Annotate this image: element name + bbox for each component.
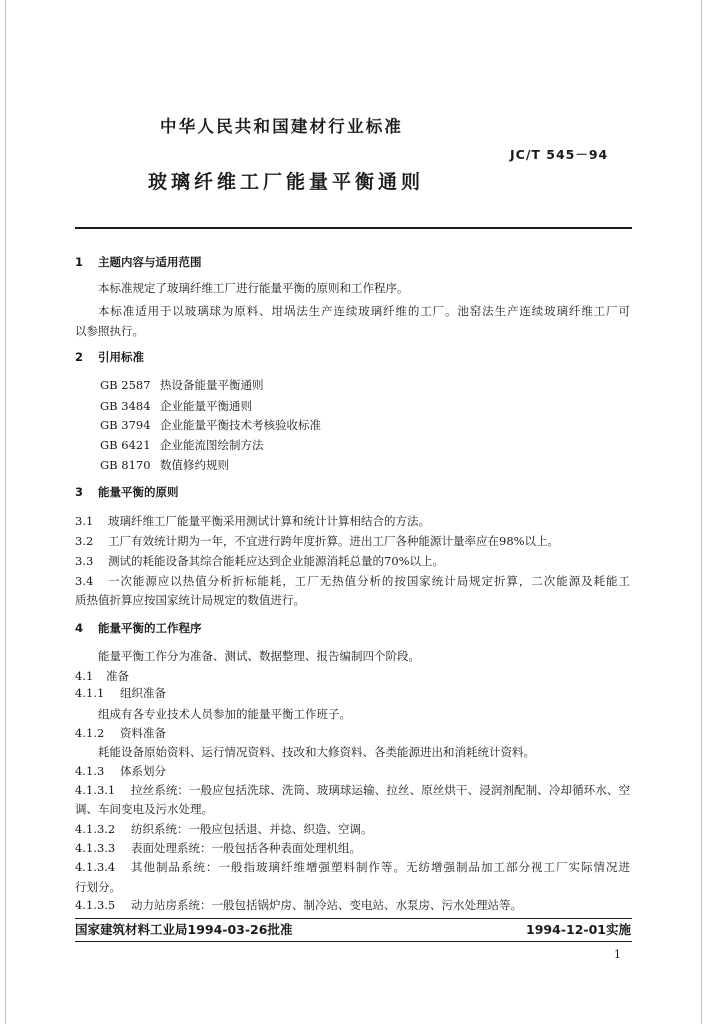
ref-code: GB 6421: [100, 438, 151, 452]
page-number: 1: [614, 948, 621, 961]
clause-text-continued: 行划分。: [75, 880, 121, 894]
clause-paragraph: 组成有各专业技术人员参加的能量平衡工作班子。: [98, 707, 351, 721]
ref-title: 热设备能量平衡通则: [160, 378, 264, 392]
scan-edge-right: [701, 0, 702, 1024]
section-4-heading: 能量平衡的工作程序: [98, 621, 202, 635]
clause-number: 3.1: [75, 514, 94, 528]
ref-code: GB 8170: [100, 458, 151, 472]
scan-edge-left: [5, 0, 6, 1024]
clause-text: 玻璃纤维工厂能量平衡采用测试计算和统计计算相结合的方法。: [108, 514, 430, 528]
clause-text: 组织准备: [120, 686, 166, 700]
ref-title: 企业能量平衡通则: [160, 399, 252, 413]
clause-number: 4.1.3.1: [75, 783, 116, 797]
clause-text-continued: 调、车间变电及污水处理。: [75, 802, 213, 816]
clause-text: 其他制品系统：一般指玻璃纤维增强塑料制作等。无纺增强制品加工部分视工厂实际情况进: [131, 860, 630, 874]
section-2-number: 2: [75, 350, 84, 364]
ref-title: 企业能量平衡技术考核验收标准: [160, 418, 321, 432]
header-rule: [75, 227, 632, 229]
clause-number: 4.1.3.2: [75, 822, 116, 836]
clause-text: 资料准备: [120, 726, 166, 740]
footer-rule-top: [75, 918, 632, 919]
section-2-heading: 引用标准: [98, 350, 144, 364]
section-1-line-2: 本标准适用于以玻璃球为原料、坩埚法生产连续玻璃纤维的工厂。池窑法生产连续玻璃纤维工厂可: [98, 304, 630, 318]
section-3-number: 3: [75, 485, 84, 499]
clause-number: 4.1.3.4: [75, 860, 116, 874]
ref-title: 企业能流图绘制方法: [160, 438, 264, 452]
section-3-heading: 能量平衡的原则: [98, 485, 179, 499]
clause-text-continued: 质热值折算应按国家统计局规定的数值进行。: [75, 593, 305, 607]
effective-date: 1994-12-01实施: [526, 922, 631, 937]
agency-line: 中华人民共和国建材行业标准: [160, 117, 404, 136]
section-4-number: 4: [75, 621, 84, 635]
clause-text: 准备: [106, 669, 129, 683]
section-1-heading: 主题内容与适用范围: [98, 255, 202, 269]
ref-code: GB 2587: [100, 378, 151, 392]
approval-line: 国家建筑材料工业局1994-03-26批准: [75, 922, 293, 937]
ref-title: 数值修约规则: [160, 458, 229, 472]
ref-code: GB 3484: [100, 399, 151, 413]
clause-number: 4.1.1: [75, 686, 105, 700]
clause-text: 拉丝系统：一般应包括洗球、洗筒、玻璃球运输、拉丝、原丝烘干、浸润剂配制、冷却循环水、空: [131, 783, 630, 797]
clause-number: 4.1.2: [75, 726, 105, 740]
standard-code: JC/T 545－94: [510, 147, 609, 162]
footer-rule-bottom: [75, 941, 632, 942]
clause-text: 动力站房系统：一般包括锅炉房、制冷站、变电站、水泵房、污水处理站等。: [131, 898, 522, 912]
section-1-line-1: 本标准规定了玻璃纤维工厂进行能量平衡的原则和工作程序。: [98, 281, 409, 295]
clause-text: 工厂有效统计期为一年，不宜进行跨年度折算。进出工厂各种能源计量率应在98%以上。: [108, 534, 560, 548]
clause-text: 体系划分: [120, 764, 166, 778]
section-1-number: 1: [75, 255, 84, 269]
clause-number: 4.1.3.5: [75, 898, 116, 912]
clause-number: 4.1: [75, 669, 94, 683]
clause-paragraph: 耗能设备原始资料、运行情况资料、技改和大修资料、各类能源进出和消耗统计资料。: [98, 745, 535, 759]
clause-number: 4.1.3: [75, 764, 105, 778]
section-4-intro: 能量平衡工作分为准备、测试、数据整理、报告编制四个阶段。: [98, 649, 420, 663]
clause-number: 4.1.3.3: [75, 841, 116, 855]
clause-text: 表面处理系统：一般包括各种表面处理机组。: [131, 841, 361, 855]
section-1-line-3: 以参照执行。: [75, 324, 144, 338]
ref-code: GB 3794: [100, 418, 151, 432]
clause-text: 测试的耗能设备其综合能耗应达到企业能源消耗总量的70%以上。: [108, 554, 445, 568]
document-title: 玻璃纤维工厂能量平衡通则: [148, 171, 425, 193]
clause-number: 3.2: [75, 534, 94, 548]
clause-number: 3.3: [75, 554, 94, 568]
clause-text: 一次能源应以热值分析折标能耗，工厂无热值分析的按国家统计局规定折算，二次能源及耗能工: [108, 574, 630, 588]
clause-text: 纺织系统：一般应包括退、并捻、织造、空调。: [131, 822, 373, 836]
clause-number: 3.4: [75, 574, 94, 588]
